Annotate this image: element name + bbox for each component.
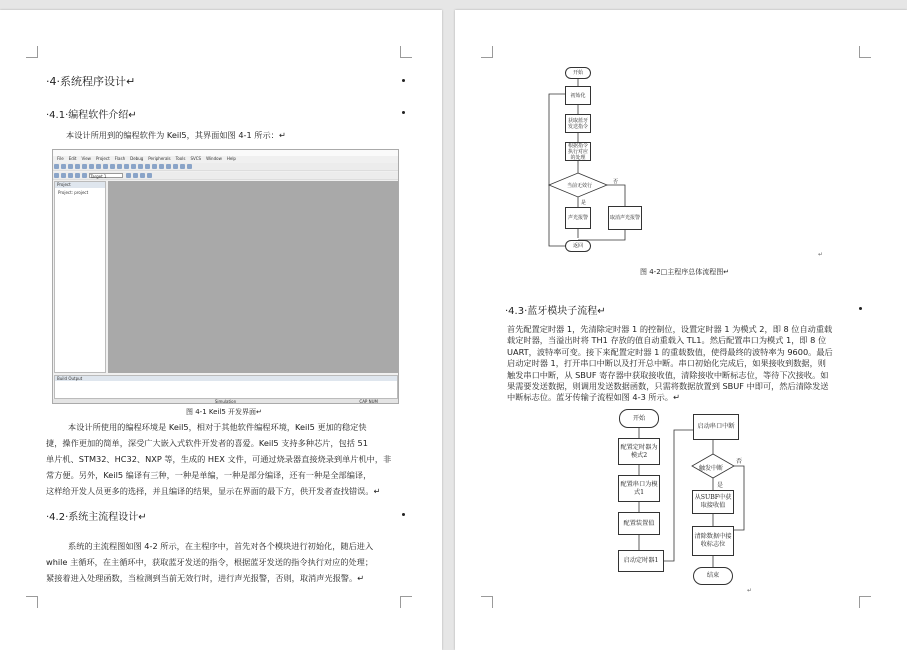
keil-toolbar-1 [53, 163, 398, 171]
paragraph-main-flow[interactable] [46, 538, 406, 586]
flow1-start: 开始 [565, 67, 591, 79]
paragraph-keil[interactable] [46, 419, 406, 499]
text-line: 本设计所使用的编程环境是 Keil5，相对于其他软件编程环境，Keil5 更加的稳定快 [68, 422, 367, 432]
text-line: 系统的主流程图如图 4-2 所示，在主程序中，首先对各个模块进行初始化，随后进入 [68, 541, 374, 551]
crop-mark-bottom-right [400, 596, 412, 608]
crop-mark-top-left [26, 46, 38, 58]
keil-menu-item: Help [226, 156, 236, 161]
keil5-screenshot [52, 149, 399, 404]
keil-menu-item: Tools [175, 156, 186, 161]
document-page-1 [0, 10, 442, 650]
crop-mark-top-right [400, 46, 412, 58]
flowchart-bluetooth [455, 10, 907, 610]
paragraph-mark: ↵ [818, 251, 824, 258]
crop-mark-bottom-left [26, 596, 38, 608]
flow1-cancel-alarm: 取消声光报警 [608, 206, 642, 230]
flow2-start: 开始 [619, 409, 659, 428]
flow1-init: 初始化 [565, 86, 591, 105]
keil-menu-item: View [81, 156, 91, 161]
flow1-yes: 是 [581, 200, 587, 206]
flow2-no: 否 [736, 458, 743, 465]
flow1-execute: 根据指令执行对应的处理 [565, 142, 591, 161]
flow2-yes: 是 [717, 482, 724, 489]
keil-menu-item: Window [206, 156, 222, 161]
flow1-end: 返回 [565, 240, 591, 252]
keil-menu-item: Peripherals [148, 156, 171, 161]
heading-section-4-3[interactable]: ·4.3·蓝牙模块子流程↵ [505, 306, 606, 317]
heading-section-4-2[interactable]: ·4.2·系统主流程设计↵ [46, 512, 147, 523]
flow2-config-uart: 配置串口为模式1 [618, 475, 660, 502]
heading-chapter-4[interactable]: ·4·系统程序设计↵ [46, 75, 136, 88]
flow2-get-sbuf: 从SUBF中获取接收值 [692, 490, 734, 514]
keil-menubar [53, 156, 398, 162]
keil-build-header: Build Output [55, 376, 397, 381]
keil-project-header: Project [55, 182, 105, 188]
paragraph-mark [402, 111, 405, 114]
heading-section-4-1[interactable]: ·4.1·编程软件介绍↵ [46, 110, 137, 121]
text-line: while 主循环，在主循环中，获取蓝牙发送的指令，根据蓝牙发送的指令执行对应的处理； [46, 557, 374, 567]
figure-caption-4-1[interactable]: 图 4-1 Keil5 开发界面↵ [186, 408, 262, 416]
keil-project-item: Project: project [58, 190, 89, 195]
keil-menu-item: Edit [68, 156, 77, 161]
keil-statusbar [53, 399, 398, 404]
keil-status-keys: CAP NUM [359, 399, 378, 404]
keil-target-select: Target 1 [89, 173, 123, 178]
flow2-start-timer: 启动定时器1 [618, 550, 664, 572]
flow2-config-reload: 配置装置值 [618, 512, 660, 535]
paragraph-mark: ↵ [747, 587, 753, 594]
text-line: 启动定时器 1，打开串口中断以及打开总中断。串口初始化完成后，如果接收到数据，则 [507, 358, 826, 369]
text-line: 常方便。另外，Keil5 编译有三种，一种是单编，一种是部分编译，还有一种是全部编译， [46, 470, 372, 480]
paragraph-mark [402, 513, 405, 516]
keil-editor-area [108, 181, 398, 373]
flow2-clear-flag: 清除数据中接收标志位 [692, 526, 734, 556]
flow2-config-timer: 配置定时器为模式2 [618, 438, 660, 465]
flow1-alarm: 声光报警 [565, 207, 591, 229]
text-line: 紧接着进入处理函数，当检测到当前无效行时，进行声光报警，否则，取消声光报警。↵ [46, 573, 364, 583]
flow1-decision: 当前无效行 [567, 183, 593, 189]
keil-menu-item: Project [95, 156, 110, 161]
keil-menu-item: Debug [130, 156, 144, 161]
document-page-2 [455, 10, 907, 650]
figure-caption-4-2[interactable]: 图 4-2□主程序总体流程图↵ [640, 268, 730, 276]
keil-project-pane [54, 181, 106, 373]
keil-menu-item: File [57, 156, 64, 161]
flow2-end: 结束 [693, 567, 733, 585]
text-line: 首先配置定时器 1，先清除定时器 1 的控制位，设置定时器 1 为模式 2，即 8 位自动重载 [507, 324, 833, 334]
text-line: 中断标志位。蓝牙传输子流程如图 4-3 所示。↵ [507, 392, 680, 403]
text-line: 这样给开发人员更多的选择，并且编译的结果，显示在界面的最下方，供开发者查找错误。↵ [46, 486, 381, 496]
paragraph-intro[interactable]: 本设计所用到的编程软件为 Keil5，其界面如图 4-1 所示：↵ [66, 130, 286, 140]
text-line: 捷，操作更加的简单，深受广大嵌入式软件开发者的喜爱。Keil5 支持多种芯片，包括 51 [46, 438, 368, 448]
text-line: 触发串口中断，从 SBUF 寄存器中获取接收值，清除接收中断标志位，等待下次接收。如 [507, 369, 829, 380]
keil-build-output [54, 375, 398, 399]
keil-status-mode: Simulation [214, 399, 237, 404]
flow2-decision: 触发中断 [699, 465, 724, 472]
text-line: UART，波特率可变。接下来配置定时器 1 的重载数值，使得最终的波特率为 9600。最后 [507, 346, 833, 357]
flow1-no: 否 [613, 179, 619, 185]
keil-menu-item: Flash [114, 156, 126, 161]
text-line: 单片机、STM32、HC32、NXP 等，生成的 HEX 文件，可通过烧录器直接烧录到单片机中，非 [46, 454, 392, 464]
keil-menu-item: SVCS [190, 156, 202, 161]
text-line: 载定时器，当溢出时将 TH1 存放的值自动重载入 TL1。然后配置串口为模式 1，即 8 位 [507, 335, 827, 346]
paragraph-mark [402, 79, 405, 82]
keil-toolbar-2 [53, 172, 398, 180]
flow1-get-bluetooth-cmd: 获取蓝牙发送指令 [565, 114, 591, 133]
flow2-open-interrupt: 启动串口中断 [693, 414, 739, 440]
text-line: 果需要发送数据，则调用发送数据函数，只需将数据放置到 SBUF 中即可，然后清除发送 [507, 381, 829, 392]
flowchart-bluetooth-connectors [455, 10, 907, 610]
